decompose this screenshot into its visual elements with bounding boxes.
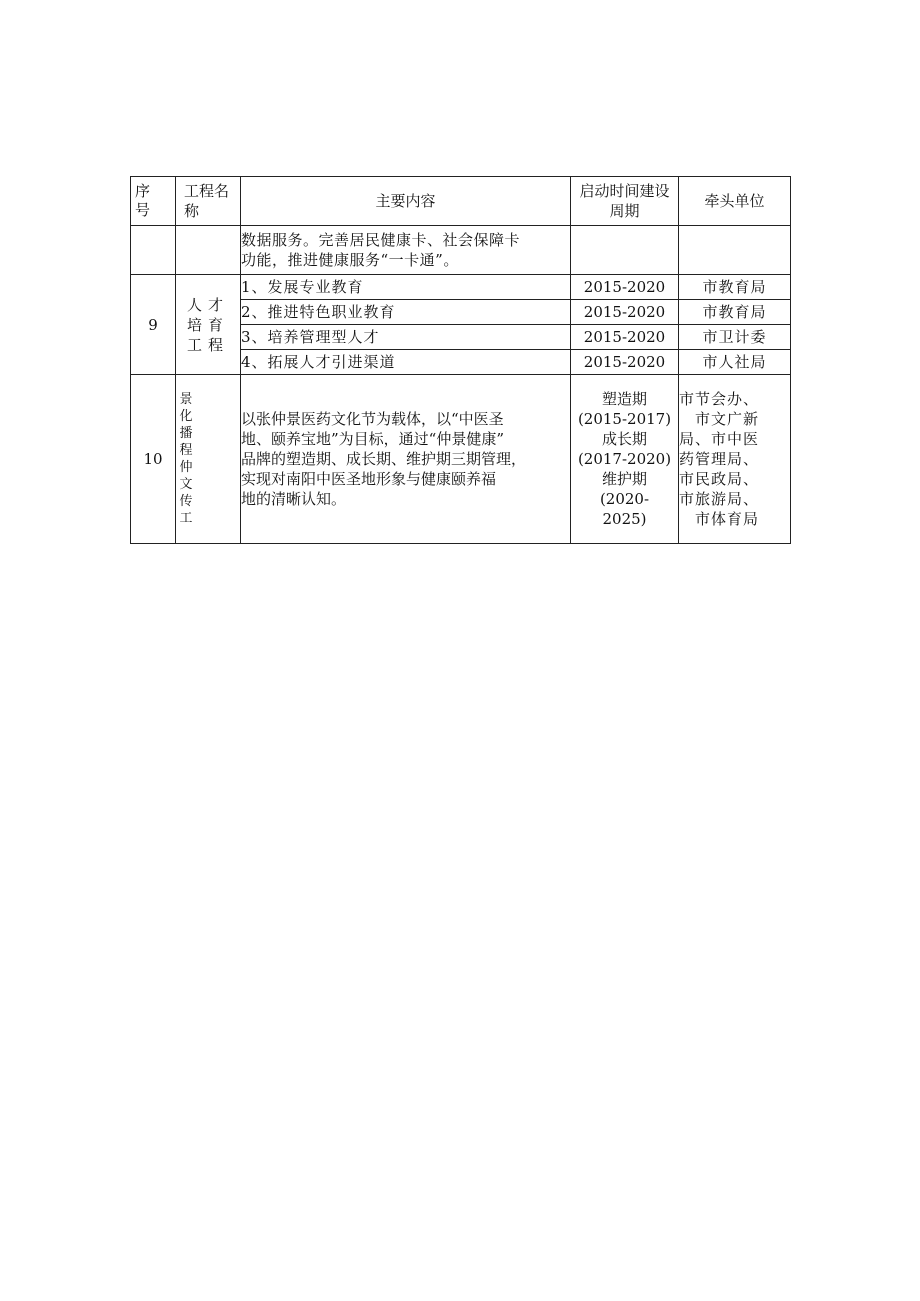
cont-name	[176, 226, 241, 275]
project10-unit-line: 药管理局、	[679, 450, 760, 468]
project10-unit-line: 局、市中医	[679, 430, 760, 448]
project10-name-char: 仲	[179, 460, 193, 475]
project10-period-line: (2020-	[599, 490, 650, 508]
header-name	[176, 177, 241, 226]
project9-name	[176, 275, 241, 375]
project10-name-char: 程	[179, 443, 193, 458]
cont-period	[571, 226, 679, 275]
cont-seq	[131, 226, 176, 275]
project10-name-char: 景	[179, 392, 193, 407]
project10-unit-line: 市文广新	[695, 410, 760, 428]
project9-item4-period: 2015-2020	[571, 350, 679, 375]
project9-item3-content: 3、培养管理型人才	[241, 325, 571, 350]
header-seq	[131, 177, 176, 226]
project9-item3-period: 2015-2020	[571, 325, 679, 350]
project10-name-char: 传	[179, 494, 193, 509]
project10-name-char: 化	[179, 409, 193, 424]
project9-item2-unit: 市教育局	[679, 300, 791, 325]
project9-item2-period: 2015-2020	[571, 300, 679, 325]
project9-item1-unit: 市教育局	[679, 275, 791, 300]
cont-content-line2: 功能，推进健康服务“一卡通”。	[241, 251, 459, 269]
header-unit: 牵头单位	[679, 177, 791, 226]
table-row	[131, 375, 791, 544]
project10-period-line: (2015-2017)	[577, 410, 672, 428]
project10-content-line: 品牌的塑造期、成长期、维护期三期管理，	[241, 450, 527, 468]
project9-item4-unit: 市人社局	[679, 350, 791, 375]
project10-name-vertical	[178, 391, 194, 527]
header-name-text: 工程名称	[184, 182, 230, 220]
project10-unit-line: 市体育局	[695, 510, 760, 528]
project10-period	[571, 375, 679, 544]
project10-period-line: 2025)	[602, 510, 647, 528]
project10-content-line: 实现对南阳中医圣地形象与健康颐养福	[241, 470, 497, 488]
cont-unit	[679, 226, 791, 275]
project10-content-line: 地的清晰认知。	[241, 490, 347, 508]
project9-item3-unit: 市卫计委	[679, 325, 791, 350]
project9-item2-content: 2、推进特色职业教育	[241, 300, 571, 325]
project9-name-line1: 人才	[186, 295, 229, 314]
project10-unit-line: 市民政局、	[679, 470, 760, 488]
project10-period-line: (2017-2020)	[577, 450, 672, 468]
project10-name-char: 文	[179, 477, 193, 492]
project10-period-line: 成长期	[601, 430, 647, 448]
project-table	[130, 176, 791, 544]
header-content: 主要内容	[241, 177, 571, 226]
project10-name	[176, 375, 241, 544]
project10-content-line: 以张仲景医药文化节为载体，以“中医圣	[241, 410, 504, 428]
header-period-text: 启动时间建设周期	[579, 182, 670, 220]
cont-content-line1: 数据服务。完善居民健康卡、社会保障卡	[241, 231, 521, 249]
project9-item1-period: 2015-2020	[571, 275, 679, 300]
project9-item4-content: 4、拓展人才引进渠道	[241, 350, 571, 375]
cont-content	[241, 226, 571, 275]
project10-name-char: 播	[179, 426, 193, 441]
project9-seq: 9	[131, 275, 176, 375]
project9-item1-content: 1、发展专业教育	[241, 275, 571, 300]
header-period	[571, 177, 679, 226]
project10-seq: 10	[131, 375, 176, 544]
project10-period-line: 塑造期	[601, 390, 647, 408]
project9-name-line2: 培育	[186, 315, 229, 334]
project10-content	[241, 375, 571, 544]
table-row	[131, 275, 791, 300]
project10-period-line: 维护期	[601, 470, 647, 488]
table-header-row	[131, 177, 791, 226]
project9-name-line3: 工程	[186, 335, 229, 354]
project10-unit-line: 市旅游局、	[679, 490, 760, 508]
header-seq-text: 序号	[135, 182, 151, 219]
table-row-continuation	[131, 226, 791, 275]
project10-unit	[679, 375, 791, 544]
project10-name-char: 工	[179, 511, 193, 526]
project10-content-line: 地、颐养宝地”为目标，通过“仲景健康”	[241, 430, 505, 448]
project10-unit-line: 市节会办、	[679, 390, 760, 408]
